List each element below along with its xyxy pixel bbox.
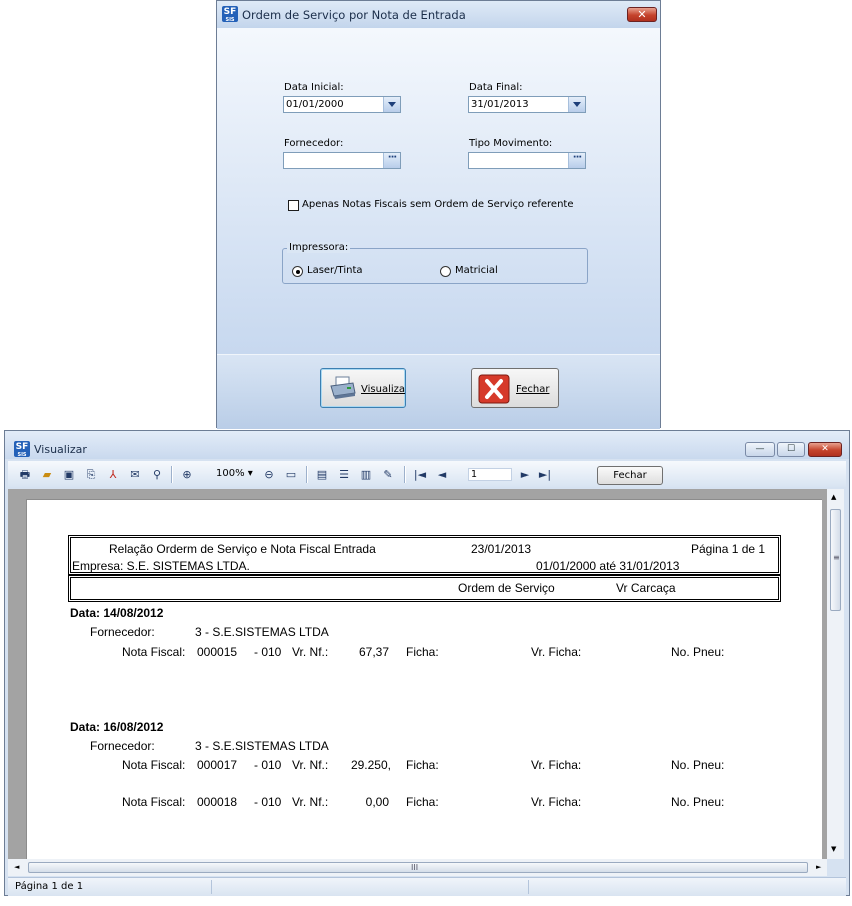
vr-nf-value: 67,37 [358,645,389,659]
matricial-label[interactable]: Matricial [455,265,498,276]
whole-page-icon[interactable]: ▭ [285,468,297,481]
zoom-out-icon[interactable]: ⊖ [264,468,274,481]
fechar-label: Fechar [516,384,550,395]
prev-page-icon[interactable]: ◄ [437,468,447,481]
viewer-toolbar [8,461,846,487]
scroll-up-icon[interactable]: ▲ [831,493,837,501]
ficha-caption: Ficha: [406,795,439,809]
no-pneu-caption: No. Pneu: [671,795,725,809]
no-pneu-caption: No. Pneu: [671,758,725,772]
group-date: Data: 14/08/2012 [70,606,164,620]
data-inicial-dropdown-button[interactable] [383,97,400,112]
nota-fiscal-serie: - 010 [254,645,282,659]
impressora-group-title: Impressora: [289,242,349,253]
nota-fiscal-number: 000015 [197,645,238,659]
chevron-down-icon [573,102,581,107]
zoom-select[interactable] [216,468,253,479]
data-final-dropdown-button[interactable] [568,97,585,112]
fornecedor-caption: Fornecedor: [90,625,155,639]
scroll-grip-icon: ≡ [833,553,840,562]
fornecedor-label: Fornecedor: [284,138,344,149]
fornecedor-name: 3 - S.E.SISTEMAS LTDA [195,739,329,753]
data-inicial-label: Data Inicial: [284,82,344,93]
close-icon: ✕ [637,8,647,21]
vr-nf-value: 0,00 [365,795,389,809]
page-setup-icon[interactable]: ▥ [360,468,372,481]
group-date: Data: 16/08/2012 [70,720,164,734]
vr-nf-caption: Vr. Nf.: [292,795,329,809]
report-page [26,499,822,859]
page-number-input[interactable]: 1 [468,468,512,481]
dialog-body [217,28,660,354]
vertical-scrollbar[interactable] [827,489,844,859]
data-inicial-value: 01/01/2000 [286,99,344,110]
vr-ficha-caption: Vr. Ficha: [531,645,582,659]
tipo-movimento-lookup-button[interactable]: ··· [568,153,585,168]
chevron-down-icon: ▾ [247,468,253,479]
open-folder-icon[interactable]: ▰ [42,468,52,481]
fornecedor-lookup-button[interactable]: ··· [383,153,400,168]
vr-nf-caption: Vr. Nf.: [292,645,329,659]
pdf-icon[interactable]: ⅄ [109,468,117,481]
toolbar-separator [171,466,173,483]
report-page-number: Página 1 de 1 [691,542,766,556]
vr-nf-value: 29.250, [350,758,391,772]
horizontal-scrollbar[interactable] [8,859,827,876]
save-icon[interactable]: ▣ [63,468,75,481]
close-icon: ✕ [821,444,829,454]
maximize-icon: ☐ [786,444,796,454]
page-width-icon[interactable]: ▤ [316,468,328,481]
radio-selected-dot [296,270,300,274]
column-vr-carcaca: Vr Carcaça [616,581,676,595]
outline-icon[interactable]: ☰ [339,468,349,481]
report-date: 23/01/2013 [471,542,532,556]
viewer-close-button[interactable] [808,442,842,457]
apenas-notas-checkbox[interactable] [288,200,299,211]
dialog-close-button[interactable] [627,7,657,22]
data-inicial-combo[interactable] [283,96,401,113]
laser-tinta-label[interactable]: Laser/Tinta [307,265,363,276]
scroll-down-icon[interactable]: ▼ [831,845,837,853]
fornecedor-field[interactable] [283,152,401,169]
printer-icon [329,375,357,401]
viewer-title: Visualizar [34,443,87,456]
status-divider [211,880,212,894]
nota-fiscal-serie: - 010 [254,795,282,809]
toolbar-separator [404,466,406,483]
zoom-in-icon[interactable]: ⊕ [182,468,192,481]
toolbar-separator [306,466,308,483]
nota-fiscal-caption: Nota Fiscal: [122,795,186,809]
apenas-notas-label[interactable]: Apenas Notas Fiscais sem Ordem de Serviço referente [302,199,574,210]
data-final-combo[interactable] [468,96,586,113]
find-icon[interactable]: ⚲ [152,468,162,481]
zoom-value: 100% [216,468,245,479]
maximize-button[interactable] [777,442,805,457]
preview-canvas[interactable] [8,489,827,859]
export-icon[interactable]: ⎘ [86,468,96,481]
ficha-caption: Ficha: [406,645,439,659]
chevron-down-icon [388,102,396,107]
status-bar [8,877,846,896]
dialog-footer [217,354,660,429]
print-icon[interactable]: 🖶 [19,468,31,481]
report-period: 01/01/2000 até 31/01/2013 [536,559,680,573]
data-final-label: Data Final: [469,82,523,93]
visualiza-button[interactable] [320,368,406,408]
minimize-icon: — [755,444,765,454]
matricial-radio[interactable] [440,266,451,277]
app-logo-icon: SF SIS [15,442,29,458]
fornecedor-caption: Fornecedor: [90,739,155,753]
status-page-text: Página 1 de 1 [15,881,84,892]
ficha-caption: Ficha: [406,758,439,772]
laser-tinta-radio[interactable] [292,266,303,277]
column-ordem-servico: Ordem de Serviço [458,581,555,595]
minimize-button[interactable] [745,442,775,457]
dialog-title: Ordem de Serviço por Nota de Entrada [242,8,466,22]
report-empresa: Empresa: S.E. SISTEMAS LTDA. [72,559,250,573]
tipo-movimento-label: Tipo Movimento: [469,138,553,149]
email-icon[interactable]: ✉ [130,468,140,481]
app-logo-icon: SF SIS [223,7,237,23]
scroll-right-icon[interactable]: ► [816,863,822,871]
scroll-grip-icon: III [411,863,419,872]
first-page-icon[interactable]: |◄ [413,468,427,481]
nota-fiscal-caption: Nota Fiscal: [122,645,186,659]
no-pneu-caption: No. Pneu: [671,645,725,659]
nota-fiscal-caption: Nota Fiscal: [122,758,186,772]
nota-fiscal-serie: - 010 [254,758,282,772]
preview-window [4,430,850,896]
nota-fiscal-number: 000017 [197,758,238,772]
close-x-icon [478,374,510,404]
fornecedor-name: 3 - S.E.SISTEMAS LTDA [195,625,329,639]
tipo-movimento-field[interactable] [468,152,586,169]
vr-nf-caption: Vr. Nf.: [292,758,329,772]
fechar-button[interactable] [471,368,559,408]
scroll-left-icon[interactable]: ◄ [14,863,20,871]
horizontal-scroll-thumb[interactable] [28,862,808,873]
next-page-icon[interactable]: ► [520,468,530,481]
data-final-value: 31/01/2013 [471,99,529,110]
nota-fiscal-number: 000018 [197,795,238,809]
report-dialog [216,0,661,428]
dialog-titlebar[interactable] [217,1,660,28]
report-title: Relação Orderm de Serviço e Nota Fiscal Entrada [109,542,376,556]
viewer-titlebar[interactable] [5,431,849,459]
status-divider [528,880,529,894]
vertical-scroll-thumb[interactable] [830,509,841,611]
vr-ficha-caption: Vr. Ficha: [531,758,582,772]
edit-page-icon[interactable]: ✎ [383,468,393,481]
vr-ficha-caption: Vr. Ficha: [531,795,582,809]
visualiza-label: Visualiza [361,384,406,395]
last-page-icon[interactable]: ►| [538,468,552,481]
toolbar-fechar-button[interactable]: Fechar [597,466,663,485]
